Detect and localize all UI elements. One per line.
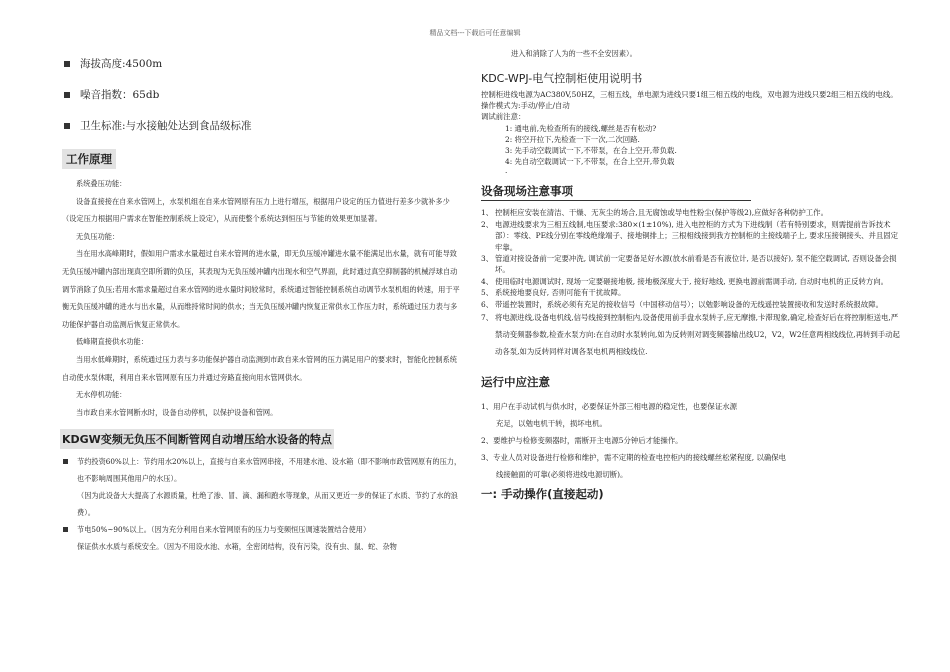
feature-investment-note: （因为此设备大大提高了水源质量，杜绝了渗、冒、滴、漏和跑水等现象，从而又更近一步的保证了水质、节约了水的浪费）。: [77, 491, 458, 518]
feature-energy: 节电50%~90%以上。（因为充分利用自来水管网原有的压力与变频恒压调速装置结合使用）: [62, 521, 462, 538]
run-item-2: 2、要维护与检修变频器时，需断开主电源5分钟后才能操作。: [481, 436, 683, 446]
square-bullet-icon: [63, 459, 68, 464]
left-column: [62, 48, 462, 555]
step-3: 3: 先手动空载调试一下,不带泵，在合上空开,带负载.: [505, 146, 677, 156]
site-item-1: 1、 控制柜应安装在清洁、干燥、无灰尘的场合,且无腐蚀或导电性粉尘(保护等级2),应做好各种防护工作。: [481, 208, 828, 218]
paragraph-no-water-stop: 当市政自来水管网断水时，设备自动停机，以保护设备和管网。: [76, 407, 278, 417]
header-note: 精品文档---下载后可任意编辑: [429, 29, 521, 37]
subheading-no-negative-pressure: 无负压功能：: [76, 231, 120, 241]
spec-noise: 噪音指数：65db: [62, 79, 462, 110]
run-item-3: 3、专业人员对设备进行检修和维护，需不定期的检查电控柜内的接线螺丝松紧程度, 以确保电: [481, 453, 787, 463]
site-item-7: 7、 将电源进线,设备电机线,信号线接到控制柜内,设备使用前手盘水泵转子,应无摩擦,卡滞现象,确定,检查好后在将控制柜送电,严禁动变频器参数,检查水泵方向:在自动时水泵转向,如为反转则对调变频器输出线U2，V2，W2任意两相线线位,再转到手动起动各泵,如为反转同样对调各泵电机两相线线位.: [481, 313, 900, 356]
step-1: 1: 通电前,先检查所有的接线,螺丝是否有松动?: [505, 123, 657, 133]
paragraph-no-negative-pressure: 当在用水高峰期时，假如用户需求水量超过自来水管网的进水量，即无负压缓冲罐进水量不能满足出水量，就有可能导致无负压缓冲罐内部出现真空即所谓的负压，其表现为无负压缓冲罐内出现水和空气界面，此时通过真空抑制器的机械浮球自动调节消除了负压;若用水需求量超过自来水管网的进水量时间较常时，系统通过智能控制系统自动调节水泵机组的转速，用于平衡无负压缓冲罐的进水与出水量，从而维持常时间的供水；当无负压缓冲罐内恢复正常供水工作压力时，系统通过压力表与多功能保护器自动监测后恢复正常供水。: [62, 249, 460, 329]
intro-mode: 操作模式为:手动/停止/自动: [481, 101, 570, 111]
site-item-2: 2、 电源进线要求为三相五线制,电压要求:380×(1±10%), 进入电控柜的方式为下进线制（若有特别要求，则需提前告诉技术部）：零线、PE线分别在零线绝缘端子、接地铜排上；三根相线接到我方控制柜的主接线端子上, 要求压接铜接头、并且固定牢靠。: [481, 219, 899, 252]
site-item-6: 6、 带遥控装置时，系统必须有充足的接收信号（中国移动信号）；以勉影响设备的无线遥控装置接收和发送时系统报故障。: [481, 299, 884, 309]
continued-text: 进入和消除了人为的一些不全安因素）。: [511, 49, 637, 58]
square-bullet-icon: [64, 92, 70, 98]
site-item-4: 4、 使用临时电源调试时, 现场一定要砸接地极, 接地极深度大于, 接好地线, 更换电源前需调手动, 自动时电机的正反转方向。: [481, 276, 889, 286]
section-title-kdgw-features: KDGW变频无负压不间断管网自动增压给水设备的特点: [60, 429, 334, 449]
subheading-low-peak: 低峰期直接供水功能：: [76, 337, 148, 347]
section-title-manual-operation: 一: 手动操作(直接起动): [481, 487, 604, 502]
subheading-pressure: 系统叠压功能：: [76, 179, 127, 188]
spec-altitude: 海拔高度:4500m: [62, 48, 462, 79]
section-title-site: 设备现场注意事项: [481, 183, 751, 201]
section-title-work-principle: 工作原理: [62, 149, 116, 169]
run-item-1: 1、用户在手动试机与供水时，必要保证外部三相电源的稳定性，也要保证水源: [481, 402, 737, 412]
step-4: 4: 先自动空载调试一下,不带泵，在合上空开,带负载: [505, 157, 675, 167]
site-item-3: 3、 管道对接设备前一定要冲洗, 调试前一定要备足好水源(放水前看是否有液位计, 是否以接好), 泵不能空载调试, 否则设备会损坏。: [481, 254, 897, 275]
step-2: 2: 将空开拉下,先检查一下一次,二次回路.: [505, 134, 640, 144]
spec-hygiene: 卫生标准:与水接触处达到食品级标准: [62, 110, 462, 141]
square-bullet-icon: [63, 527, 68, 532]
intro-debug: 调试前注意：: [481, 112, 526, 122]
subheading-no-water-stop: 无水停机功能：: [76, 390, 127, 400]
manual-title: KDC-WPJ-电气控制柜使用说明书: [481, 72, 643, 85]
square-bullet-icon: [64, 123, 70, 129]
run-item-1-cont: 充足，以勉电机干转，损坏电机。: [496, 419, 607, 429]
intro-power: 控制柜进线电源为AC380V,50HZ，三相五线，单电源为进线只要1组三相五线的电线，双电源为进线只要2组三相五线的电线。: [481, 90, 898, 99]
paragraph-low-peak: 当用水低峰期时，系统通过压力表与多功能保护器自动监测到市政自来水管网的压力满足用户的要求时，智能化控制系统自动使水泵休眠，利用自来水管网原有压力并通过旁路直接向用水管网供水。: [62, 354, 457, 382]
step-dot: .: [505, 166, 508, 176]
feature-investment: 节约投资60%以上：节约用水20%以上，直接与自来水管网串接，不用建水池、设水箱（即不影响市政管网原有的压力，也不影响周围其他用户的水压）。: [62, 453, 462, 487]
section-title-running: 运行中应注意: [481, 375, 550, 390]
site-item-5: 5、 系统接地要良好, 否则可能有干扰故障。: [481, 288, 626, 298]
run-item-3-cont: 线接触面的可靠(必须将进线电源切断)。: [496, 470, 628, 480]
paragraph-pressure: 设备直接接在自来水管网上，水泵机组在自来水管网原有压力上进行增压，根据用户设定的压力值进行差多少就补多少（设定压力根据用户需求在智能控制系统上设定），从而使整个系统达到恒压与节能的效果更加显著。: [62, 196, 450, 224]
feature-safety: 保证供水水质与系统安全。（因为不用设水池、水箱，全密闭结构，没有污染，没有虫、鼠、蛇、杂物: [77, 542, 397, 552]
right-column: [481, 48, 901, 502]
square-bullet-icon: [64, 61, 70, 67]
